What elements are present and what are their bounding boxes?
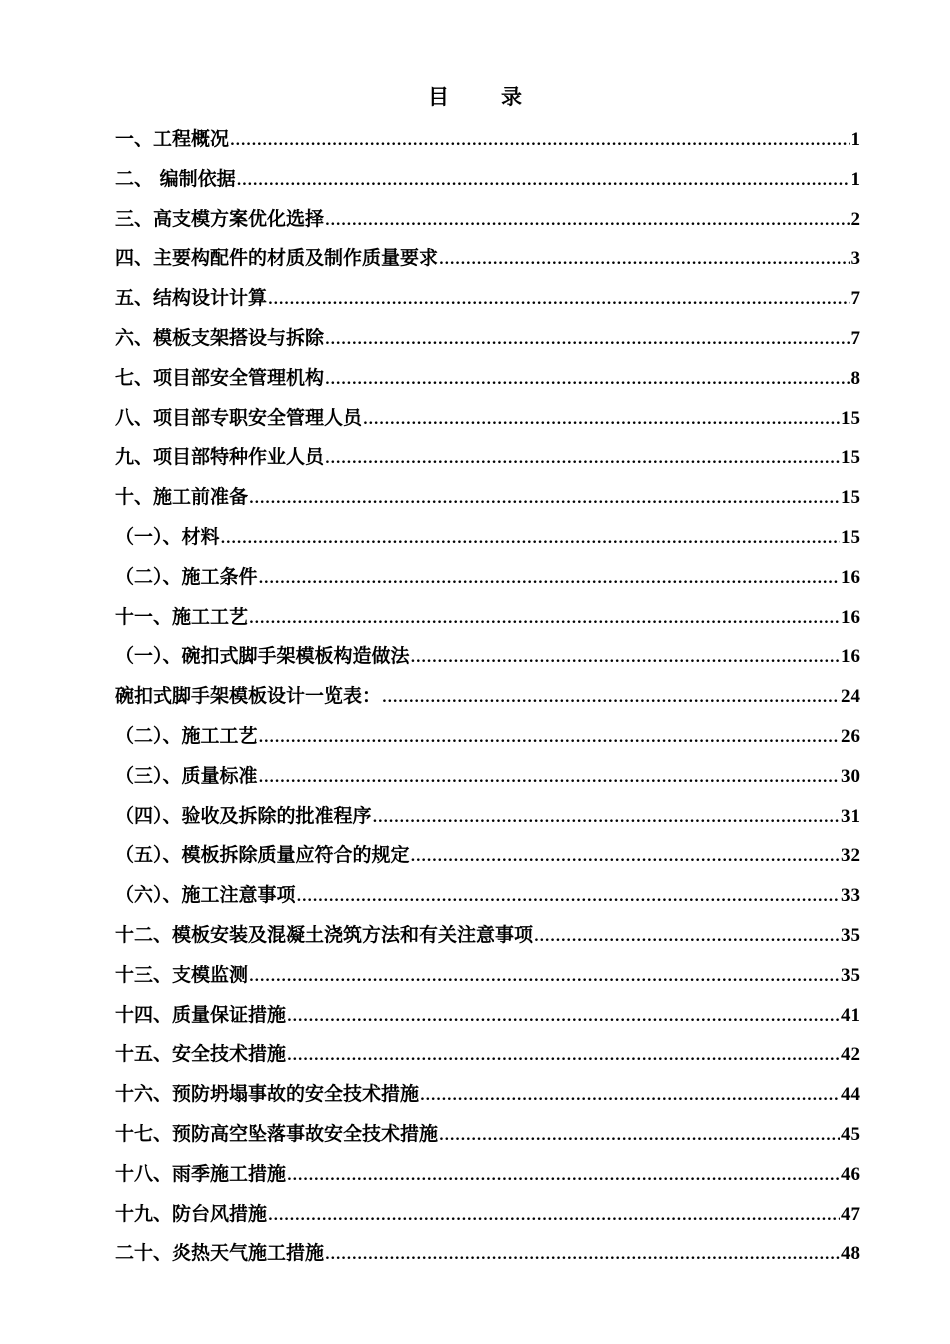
toc-entry-label: 十四、质量保证措施 — [115, 1003, 287, 1026]
toc-entry-page-number: 7 — [850, 327, 860, 349]
toc-entry-page-number: 42 — [841, 1044, 860, 1066]
toc-dot-leader — [420, 1077, 840, 1115]
toc-entry-page-number: 46 — [841, 1163, 860, 1185]
toc-entry-page-number: 15 — [841, 447, 860, 469]
toc-title-char-2: 录 — [501, 84, 522, 109]
toc-entry-label: 九、项目部特种作业人员 — [115, 446, 325, 469]
toc-entry-label: 碗扣式脚手架模板设计一览表： — [115, 685, 382, 708]
toc-entry[interactable] — [115, 996, 860, 1036]
toc-entry[interactable] — [115, 239, 860, 279]
toc-entry-label: 十五、安全技术措施 — [115, 1043, 287, 1066]
toc-entry[interactable] — [115, 399, 860, 439]
toc-entry-label: 十三、支模监测 — [115, 963, 249, 986]
toc-entry[interactable] — [115, 637, 860, 677]
toc-entry-page-number: 30 — [841, 765, 860, 787]
toc-entry[interactable] — [115, 1155, 860, 1195]
toc-entry[interactable] — [115, 836, 860, 876]
toc-entry-label: 一、工程概况 — [115, 128, 230, 150]
toc-entry-page-number: 2 — [850, 208, 860, 230]
toc-entry-label: 十八、雨季施工措施 — [115, 1162, 287, 1185]
toc-dot-leader — [249, 600, 840, 638]
toc-dot-leader — [373, 799, 840, 837]
toc-entry-page-number: 45 — [841, 1123, 860, 1145]
toc-entry-label: （一）、材料 — [115, 525, 220, 548]
toc-entry-page-number: 33 — [841, 885, 860, 907]
toc-entry-page-number: 16 — [841, 606, 860, 628]
toc-entry-label: 三、高支模方案优化选择 — [115, 207, 325, 230]
toc-entry-label: 十二、模板安装及混凝土浇筑方法和有关注意事项 — [115, 923, 534, 946]
toc-entry-label: （四）、验收及拆除的批准程序 — [115, 804, 372, 827]
toc-entry[interactable] — [115, 359, 860, 399]
toc-entry-page-number: 31 — [841, 805, 860, 827]
toc-dot-leader — [268, 281, 849, 319]
toc-entry-page-number: 1 — [850, 129, 860, 150]
toc-entry-label: （二）、施工工艺 — [115, 724, 258, 747]
toc-entry-page-number: 35 — [841, 964, 860, 986]
toc-entry-page-number: 24 — [841, 686, 860, 708]
toc-dot-leader — [325, 1236, 840, 1274]
toc-entry[interactable] — [115, 876, 860, 916]
toc-list — [115, 120, 860, 1274]
toc-entry-page-number: 41 — [841, 1004, 860, 1026]
toc-dot-leader — [287, 998, 840, 1036]
toc-entry-label: （五）、模板拆除质量应符合的规定 — [115, 844, 410, 867]
toc-title — [0, 82, 950, 112]
toc-entry-page-number: 32 — [841, 845, 860, 867]
toc-entry-page-number: 47 — [841, 1203, 860, 1225]
toc-entry[interactable] — [115, 438, 860, 478]
toc-entry[interactable] — [115, 1234, 860, 1274]
toc-entry-label: 五、结构设计计算 — [115, 287, 268, 310]
toc-entry[interactable] — [115, 956, 860, 996]
toc-dot-leader — [221, 520, 840, 558]
toc-entry-page-number: 7 — [850, 288, 860, 310]
toc-entry-page-number: 16 — [841, 646, 860, 668]
toc-entry[interactable] — [115, 319, 860, 359]
toc-entry[interactable] — [115, 916, 860, 956]
toc-entry-label: （六）、施工注意事项 — [115, 884, 296, 907]
toc-dot-leader — [363, 401, 840, 439]
toc-entry[interactable] — [115, 120, 860, 160]
toc-dot-leader — [230, 122, 849, 160]
toc-entry[interactable] — [115, 518, 860, 558]
toc-dot-leader — [259, 560, 840, 598]
toc-entry-label: （三）、质量标准 — [115, 764, 258, 787]
toc-entry-label: 十六、预防坍塌事故的安全技术措施 — [115, 1083, 420, 1106]
toc-entry-page-number: 1 — [850, 168, 860, 190]
toc-entry-page-number: 15 — [841, 407, 860, 429]
toc-dot-leader — [249, 480, 840, 518]
toc-dot-leader — [297, 878, 840, 916]
toc-dot-leader — [237, 162, 850, 200]
toc-entry-page-number: 16 — [841, 566, 860, 588]
toc-dot-leader — [287, 1157, 840, 1195]
toc-dot-leader — [325, 321, 849, 359]
toc-entry-label: 十、施工前准备 — [115, 486, 249, 509]
toc-dot-leader — [249, 958, 840, 996]
toc-entry[interactable] — [115, 558, 860, 598]
toc-dot-leader — [382, 679, 840, 717]
toc-entry-page-number: 26 — [841, 725, 860, 747]
toc-entry-page-number: 15 — [841, 487, 860, 509]
toc-entry[interactable] — [115, 598, 860, 638]
toc-entry[interactable] — [115, 1035, 860, 1075]
toc-entry[interactable] — [115, 757, 860, 797]
toc-dot-leader — [325, 440, 840, 478]
toc-entry-page-number: 3 — [850, 248, 860, 270]
toc-entry[interactable] — [115, 677, 860, 717]
toc-dot-leader — [411, 639, 840, 677]
toc-entry-label: 十七、预防高空坠落事故安全技术措施 — [115, 1122, 439, 1145]
toc-dot-leader — [287, 1037, 840, 1075]
toc-entry-page-number: 48 — [841, 1243, 860, 1265]
toc-entry[interactable] — [115, 160, 860, 200]
toc-entry-page-number: 35 — [841, 924, 860, 946]
toc-entry-label: 十九、防台风措施 — [115, 1202, 268, 1225]
toc-entry-label: 二、 编制依据 — [115, 167, 236, 190]
toc-entry-label: 十一、施工工艺 — [115, 605, 249, 628]
toc-entry-label: 八、项目部专职安全管理人员 — [115, 406, 363, 429]
toc-entry-label: 六、模板支架搭设与拆除 — [115, 326, 325, 349]
toc-dot-leader — [439, 1117, 840, 1155]
toc-entry[interactable] — [115, 1075, 860, 1115]
toc-entry-label: （一）、碗扣式脚手架模板构造做法 — [115, 645, 410, 668]
toc-entry-label: 七、项目部安全管理机构 — [115, 366, 325, 389]
toc-entry-label: 四、主要构配件的材质及制作质量要求 — [115, 247, 439, 270]
toc-entry[interactable] — [115, 200, 860, 240]
toc-entry-page-number: 44 — [841, 1084, 860, 1106]
toc-entry-label: 二十、炎热天气施工措施 — [115, 1242, 325, 1265]
toc-dot-leader — [325, 361, 849, 399]
toc-dot-leader — [439, 241, 849, 279]
toc-title-char-1: 目 — [428, 84, 449, 109]
toc-dot-leader — [534, 918, 840, 956]
toc-entry-page-number: 8 — [850, 367, 860, 389]
toc-entry[interactable] — [115, 717, 860, 757]
toc-dot-leader — [411, 838, 840, 876]
toc-entry[interactable] — [115, 797, 860, 837]
toc-entry[interactable] — [115, 1195, 860, 1235]
toc-entry[interactable] — [115, 1115, 860, 1155]
toc-dot-leader — [259, 759, 840, 797]
toc-dot-leader — [268, 1197, 840, 1235]
toc-entry-label: （二）、施工条件 — [115, 565, 258, 588]
toc-entry[interactable] — [115, 279, 860, 319]
toc-entry[interactable] — [115, 478, 860, 518]
toc-dot-leader — [325, 202, 849, 240]
toc-dot-leader — [259, 719, 840, 757]
toc-entry-page-number: 15 — [841, 526, 860, 548]
